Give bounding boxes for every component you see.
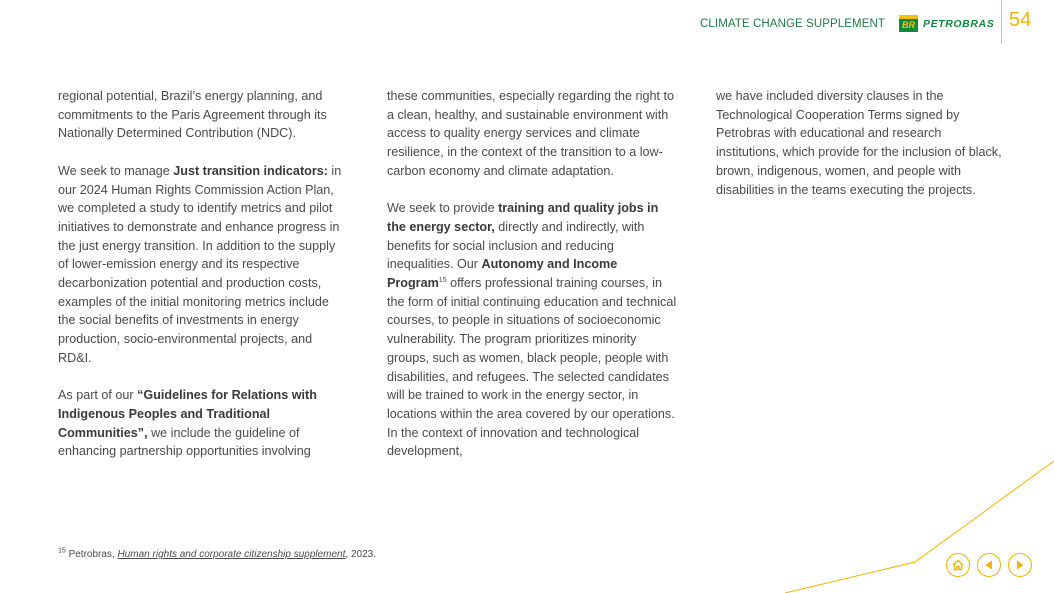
text-column-2 <box>387 87 677 480</box>
paragraph-text: We seek to manage <box>58 163 174 178</box>
paragraph <box>387 87 677 181</box>
footnote-marker: 15 <box>58 547 66 555</box>
home-button[interactable] <box>946 553 970 577</box>
petrobras-logo-wordmark: PETROBRAS <box>923 18 995 30</box>
bold-text: training and quality jobs in the energy sector, <box>387 201 659 234</box>
header-divider <box>1001 0 1002 44</box>
section-title: CLIMATE CHANGE SUPPLEMENT <box>700 18 886 30</box>
footnote-reference[interactable]: 15 <box>438 276 447 284</box>
paragraph-text: directly and indirectly, with benefits for social inclusion and reducing inequalities. Our <box>387 219 645 272</box>
previous-icon <box>983 559 995 571</box>
footnote <box>58 549 376 560</box>
page-number: 54 <box>1009 9 1032 31</box>
bold-text: Just transition indicators: <box>173 163 328 178</box>
previous-page-button[interactable] <box>977 553 1001 577</box>
paragraph <box>58 87 348 143</box>
paragraph <box>387 199 677 461</box>
paragraph <box>58 386 348 461</box>
home-icon <box>951 558 965 572</box>
footnote-link[interactable]: Human rights and corporate citizenship supplement <box>117 549 346 560</box>
footnote-text: Petrobras, <box>65 549 118 560</box>
bold-text: Autonomy and Income Program <box>387 257 618 291</box>
paragraph <box>716 87 1006 199</box>
bold-text: “Guidelines for Relations with Indigenous Peoples and Traditional Communities”, <box>58 388 317 440</box>
footnote-text: , 2023. <box>345 549 376 560</box>
paragraph-text: we include the guideline of enhancing partnership opportunities involving <box>58 425 311 459</box>
next-page-button[interactable] <box>1008 553 1032 577</box>
text-column-1 <box>58 87 348 480</box>
paragraph-text: As part of our <box>58 388 138 403</box>
paragraph <box>58 162 348 368</box>
paragraph-text: regional potential, Brazil’s energy planning, and commitments to the Paris Agreement through its Nationally Determined Contribution (NDC). <box>58 89 327 141</box>
paragraph-text: we have included diversity clauses in the Technological Cooperation Terms signed by Petrobras with educational and research institutions, which provide for the inclusion of black, brown, indigenous, women, and people with disabilities in the teams executing the projects. <box>716 89 1002 197</box>
paragraph-text: in our 2024 Human Rights Commission Action Plan, we completed a study to identify metrics and pilot initiatives to demonstrate and enhance progress in the just energy transition. In addition to the supply of lower-emission energy and its respective decarbonization potential and production costs, examples of the initial monitoring metrics include the social benefits of investments in energy production, socio-environmental projects, and RD&I. <box>58 163 342 365</box>
paragraph-text: We seek to provide <box>387 201 499 216</box>
paragraph-text: these communities, especially regarding the right to a clean, healthy, and sustainable environment with access to quality energy services and climate resilience, in the context of the transition to a low-carbon economy and climate adaptation. <box>387 89 675 178</box>
paragraph-text: offers professional training courses, in the form of initial continuing education and technical courses, to people in situations of socioeconomic vulnerability. The program prioritizes minority groups, such as women, black people, people with disabilities, and refugees. The selected candidates will be trained to work in the energy sector, in locations within the area covered by our operations. In the context of innovation and technological development, <box>387 276 677 459</box>
petrobras-logo-icon: BR <box>899 15 918 32</box>
next-icon <box>1014 559 1026 571</box>
text-column-3 <box>716 87 1006 218</box>
